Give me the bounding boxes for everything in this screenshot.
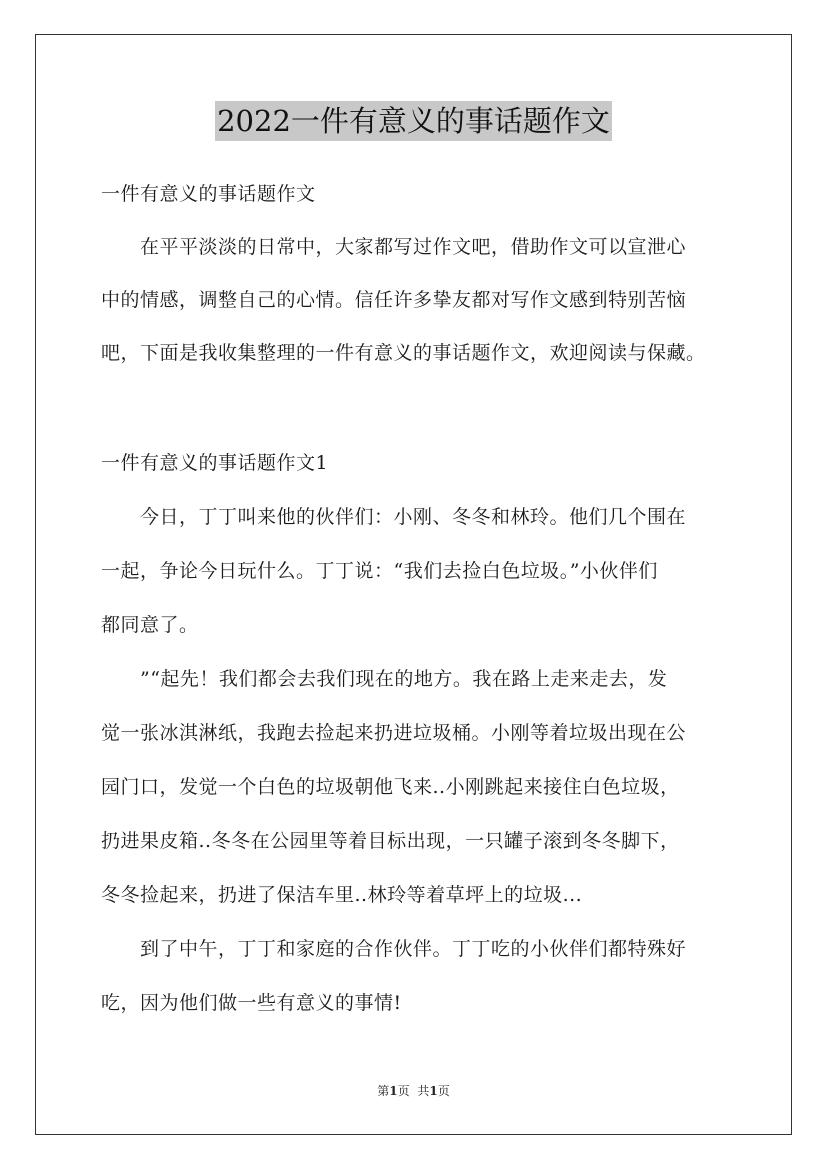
footer-prefix: 第: [377, 1084, 390, 1098]
footer-total-pages: 1: [429, 1084, 438, 1098]
paragraph-line: 冬冬捡起来，扔进了保洁车里..林玲等着草坪上的垃圾...: [101, 884, 583, 906]
section-heading: 一件有意义的事话题作文1: [101, 452, 329, 474]
paragraph-line: 中的情感，调整自己的心情。信任许多挚友都对写作文感到特别苦恼: [101, 289, 687, 311]
paragraph-line: 一起，争论今日玩什么。丁丁说：“我们去捡白色垃圾。”小伙伴们: [101, 560, 658, 582]
paragraph-line: 都同意了。: [101, 614, 199, 636]
paragraph-line: 吃，因为他们做一些有意义的事情!: [101, 992, 402, 1014]
paragraph-line: 在平平淡淡的日常中，大家都写过作文吧，借助作文可以宣泄心: [101, 236, 687, 258]
subtitle-line: 一件有意义的事话题作文: [101, 183, 316, 205]
paragraph-line: 园门口，发觉一个白色的垃圾朝他飞来..小刚跳起来接住白色垃圾，: [101, 776, 680, 798]
footer-page-number: 1: [389, 1084, 398, 1098]
page-footer: [0, 1083, 827, 1099]
paragraph-line: 觉一张冰淇淋纸，我跑去捡起来扔进垃圾桶。小刚等着垃圾出现在公: [101, 722, 687, 744]
paragraph-line: 今日，丁丁叫来他的伙伴们：小刚、冬冬和林玲。他们几个围在: [101, 506, 687, 528]
footer-total-suffix: 页: [437, 1084, 450, 1098]
title-container: [0, 101, 827, 141]
document-title: 2022一件有意义的事话题作文: [215, 101, 612, 141]
paragraph-line: ”“起先！我们都会去我们现在的地方。我在路上走来走去，发: [101, 668, 668, 690]
footer-total-prefix: 共: [417, 1084, 430, 1098]
footer-page-suffix: 页: [397, 1084, 410, 1098]
paragraph-line: 到了中午，丁丁和家庭的合作伙伴。丁丁吃的小伙伴们都特殊好: [101, 938, 687, 960]
paragraph-line: 扔进果皮箱..冬冬在公园里等着目标出现，一只罐子滚到冬冬脚下，: [101, 830, 680, 852]
paragraph-line: 吧，下面是我收集整理的一件有意义的事话题作文，欢迎阅读与保藏。: [101, 342, 706, 364]
